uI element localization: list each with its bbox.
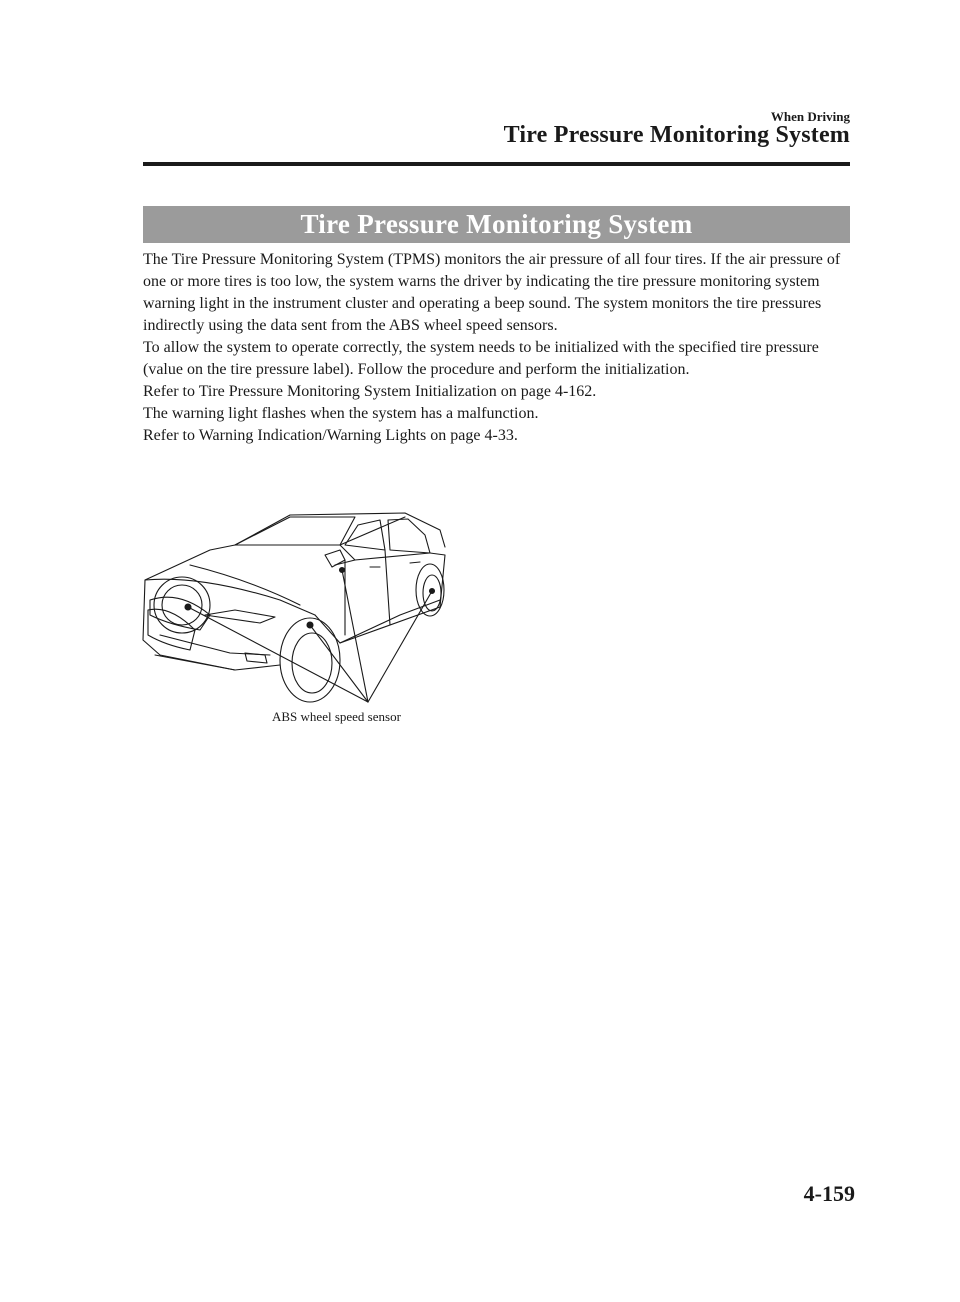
- body-text: [143, 249, 853, 447]
- car-illustration: [140, 505, 470, 715]
- link-warning-lights-ref[interactable]: Refer to Warning Indication/Warning Lights on page 4-33.: [143, 427, 518, 444]
- paragraph-intro: The Tire Pressure Monitoring System (TPMS) monitors the air pressure of all four tires. If the air pressure of one or more tires is too low, the system warns the driver by indicating the tire pressure monitoring system warning light in the instrument cluster and operating a beep sound. The system monitors the tire pressures indirectly using the data sent from the ABS wheel speed sensors.: [143, 251, 841, 334]
- car-sensor-diagram: [140, 505, 470, 730]
- section-banner: Tire Pressure Monitoring System: [143, 206, 850, 243]
- sensor-callout-label: ABS wheel speed sensor: [272, 709, 401, 724]
- page-title: Tire Pressure Monitoring System: [503, 122, 850, 148]
- page-number: 4-159: [803, 1181, 855, 1206]
- section-name: When Driving: [770, 109, 850, 124]
- header-divider: [143, 162, 850, 166]
- paragraph-initialization: To allow the system to operate correctly, the system needs to be initialized with the specified tire pressure (value on the tire pressure label). Follow the procedure and perform the initialization.: [143, 339, 819, 378]
- link-initialization-ref[interactable]: Refer to Tire Pressure Monitoring System Initialization on page 4-162.: [143, 383, 597, 400]
- paragraph-malfunction: The warning light flashes when the system has a malfunction.: [143, 405, 539, 422]
